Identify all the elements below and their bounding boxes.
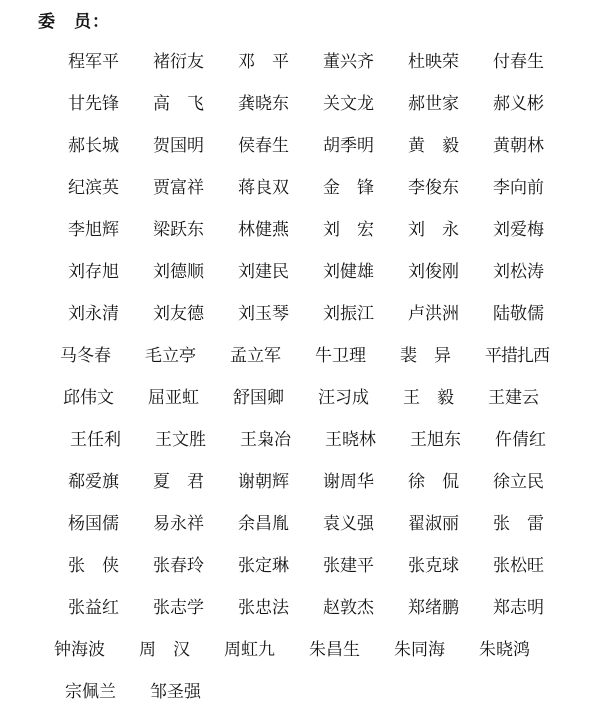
member-name: 付春生 — [493, 52, 544, 72]
member-name: 刘建民 — [238, 262, 289, 282]
member-name: 褚衍友 — [153, 52, 204, 72]
member-name: 董兴齐 — [323, 52, 374, 72]
member-name: 邱伟文 — [63, 388, 114, 408]
member-name: 黄 毅 — [408, 136, 459, 156]
member-name: 邓 平 — [238, 52, 289, 72]
member-name: 王任利 — [70, 430, 121, 450]
member-name: 甘先锋 — [68, 94, 119, 114]
member-name: 刘德顺 — [153, 262, 204, 282]
member-name: 郝世家 — [408, 94, 459, 114]
member-name: 屈亚虹 — [148, 388, 199, 408]
member-name: 刘友德 — [153, 304, 204, 324]
member-name: 宗佩兰 — [65, 682, 116, 702]
member-name: 郝长城 — [68, 136, 119, 156]
member-name: 王旭东 — [410, 430, 461, 450]
section-heading: 委 员： — [38, 12, 110, 32]
member-name: 翟淑丽 — [408, 514, 459, 534]
member-name: 刘玉琴 — [238, 304, 289, 324]
member-name: 毛立亭 — [145, 346, 196, 366]
member-name: 周 汉 — [139, 640, 190, 660]
member-name: 平措扎西 — [485, 346, 549, 366]
member-name: 王建云 — [488, 388, 539, 408]
member-name: 刘 永 — [408, 220, 459, 240]
member-name: 纪滨英 — [68, 178, 119, 198]
member-name: 梁跃东 — [153, 220, 204, 240]
member-name: 王文胜 — [155, 430, 206, 450]
member-name: 袁义强 — [323, 514, 374, 534]
member-name: 张 侠 — [68, 556, 119, 576]
member-name: 仵倩红 — [495, 430, 546, 450]
member-name: 徐 侃 — [408, 472, 459, 492]
member-name: 贾富祥 — [153, 178, 204, 198]
member-name: 高 飞 — [153, 94, 204, 114]
member-name: 刘俊刚 — [408, 262, 459, 282]
member-name: 程军平 — [68, 52, 119, 72]
member-name: 贺国明 — [153, 136, 204, 156]
member-name: 侯春生 — [238, 136, 289, 156]
member-name: 关文龙 — [323, 94, 374, 114]
member-name: 邹圣强 — [150, 682, 201, 702]
member-name: 刘爱梅 — [493, 220, 544, 240]
member-name: 杜映荣 — [408, 52, 459, 72]
member-name: 郗爱旗 — [68, 472, 119, 492]
member-name: 张益红 — [68, 598, 119, 618]
member-name: 余昌胤 — [238, 514, 289, 534]
member-name: 周虹九 — [224, 640, 275, 660]
member-name: 张志学 — [153, 598, 204, 618]
member-name: 王枭冶 — [240, 430, 291, 450]
member-name: 张定琳 — [238, 556, 289, 576]
member-name: 张 雷 — [493, 514, 544, 534]
member-name: 陆敬儒 — [493, 304, 544, 324]
member-name: 谢朝辉 — [238, 472, 289, 492]
member-name: 朱同海 — [394, 640, 445, 660]
member-name: 钟海波 — [54, 640, 105, 660]
member-name: 汪习成 — [318, 388, 369, 408]
member-name: 张忠法 — [238, 598, 289, 618]
member-name: 李向前 — [493, 178, 544, 198]
member-name: 龚晓东 — [238, 94, 289, 114]
member-name: 郝义彬 — [493, 94, 544, 114]
member-name: 赵敦杰 — [323, 598, 374, 618]
member-name: 杨国儒 — [68, 514, 119, 534]
member-name: 刘松涛 — [493, 262, 544, 282]
member-name: 张建平 — [323, 556, 374, 576]
member-name: 卢洪洲 — [408, 304, 459, 324]
member-name: 刘振江 — [323, 304, 374, 324]
member-name: 马冬春 — [60, 346, 111, 366]
member-name: 刘 宏 — [323, 220, 374, 240]
member-name: 张松旺 — [493, 556, 544, 576]
member-name: 郑绪鹏 — [408, 598, 459, 618]
member-name: 谢周华 — [323, 472, 374, 492]
member-name: 刘健雄 — [323, 262, 374, 282]
member-name: 夏 君 — [153, 472, 204, 492]
member-name: 孟立军 — [230, 346, 281, 366]
member-name: 易永祥 — [153, 514, 204, 534]
member-name: 林健燕 — [238, 220, 289, 240]
member-name: 金 锋 — [323, 178, 374, 198]
member-name: 王晓林 — [325, 430, 376, 450]
member-name: 胡季明 — [323, 136, 374, 156]
member-name: 舒国卿 — [233, 388, 284, 408]
member-name: 郑志明 — [493, 598, 544, 618]
member-name: 徐立民 — [493, 472, 544, 492]
member-name: 朱昌生 — [309, 640, 360, 660]
member-name: 黄朝林 — [493, 136, 544, 156]
member-name: 朱晓鸿 — [479, 640, 530, 660]
member-name: 牛卫理 — [315, 346, 366, 366]
member-name: 张春玲 — [153, 556, 204, 576]
member-name: 裴 异 — [400, 346, 451, 366]
member-name: 李俊东 — [408, 178, 459, 198]
member-name: 刘永清 — [68, 304, 119, 324]
member-name: 李旭辉 — [68, 220, 119, 240]
member-name: 蒋良双 — [238, 178, 289, 198]
member-name: 王 毅 — [403, 388, 454, 408]
member-name: 张克球 — [408, 556, 459, 576]
member-name: 刘存旭 — [68, 262, 119, 282]
